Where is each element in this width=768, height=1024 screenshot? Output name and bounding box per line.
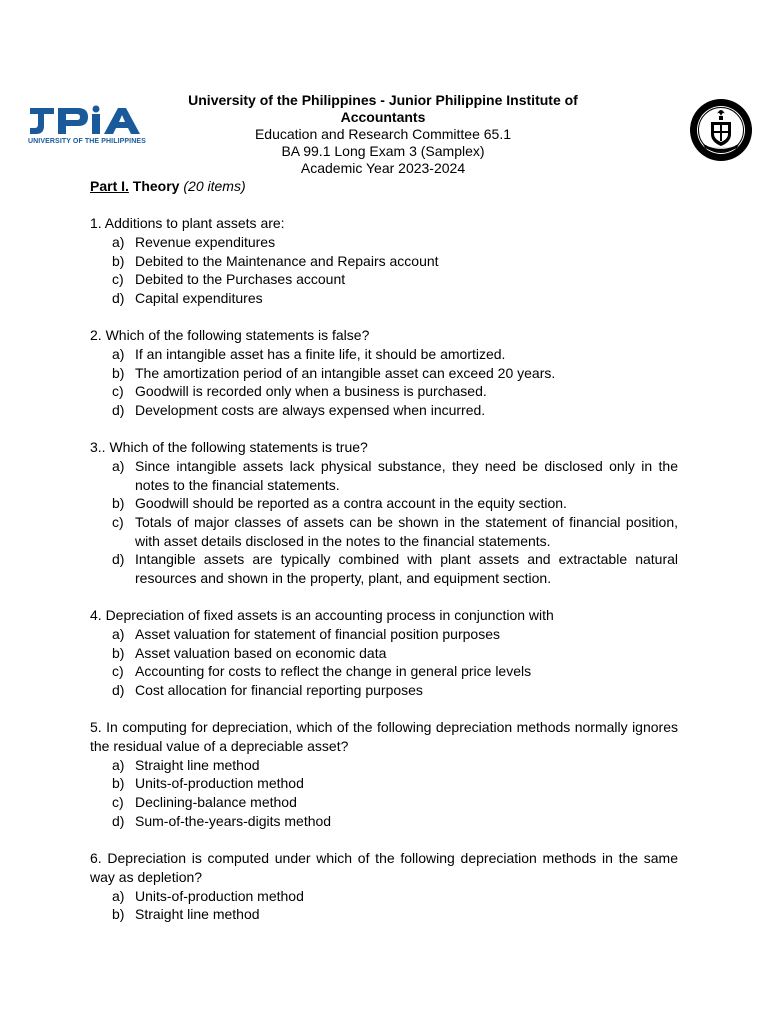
option-d: [90, 289, 678, 308]
option-d: [90, 812, 678, 831]
question-text: 5. In computing for depreciation, which of the following depreciation methods normally ignores the residual value of a depreciable asset?: [90, 719, 678, 755]
option-letter: d): [112, 812, 125, 829]
option-text: Revenue expenditures: [135, 233, 276, 250]
option-text: Debited to the Purchases account: [135, 271, 346, 288]
question-5: [90, 718, 678, 830]
option-text: The amortization period of an intangible asset can exceed 20 years.: [135, 364, 556, 381]
seal-emblem-icon: [689, 98, 753, 162]
option-text: Asset valuation based on economic data: [135, 644, 387, 661]
question-text: 2. Which of the following statements is false?: [90, 327, 370, 344]
option-text: Cost allocation for financial reporting purposes: [135, 682, 423, 699]
option-a: [90, 887, 678, 906]
option-letter: b): [112, 906, 125, 923]
option-letter: d): [112, 402, 125, 419]
exam-title: BA 99.1 Long Exam 3 (Samplex): [281, 143, 485, 159]
option-text: Accounting for costs to reflect the change in general price levels: [135, 663, 532, 680]
option-letter: b): [112, 495, 125, 512]
committee-line: Education and Research Committee 65.1: [254, 126, 512, 142]
option-text: Sum-of-the-years-digits method: [135, 812, 332, 829]
option-letter: a): [112, 887, 125, 904]
option-a: [90, 457, 678, 494]
option-letter: d): [112, 682, 125, 699]
option-letter: c): [112, 663, 124, 680]
logo-caption: UNIVERSITY OF THE PHILIPPINES: [28, 138, 146, 145]
option-b: [90, 252, 678, 271]
option-letter: b): [112, 364, 125, 381]
option-text: If an intangible asset has a finite life, it should be amortized.: [135, 345, 506, 362]
up-jpia-logo: [28, 104, 150, 150]
option-letter: a): [112, 756, 125, 773]
option-text: Straight line method: [135, 906, 260, 923]
option-text: Asset valuation for statement of financial position purposes: [135, 626, 500, 643]
question-1: [90, 214, 678, 308]
jpia-wordmark-icon: [28, 104, 150, 138]
option-letter: c): [112, 383, 124, 400]
option-d: [90, 681, 678, 700]
document-header: [150, 92, 616, 177]
option-b: [90, 494, 678, 513]
question-2: [90, 326, 678, 420]
option-list: [90, 457, 678, 588]
option-letter: a): [112, 233, 125, 250]
option-letter: d): [112, 551, 125, 568]
question-text: 3.. Which of the following statements is true?: [90, 439, 368, 456]
option-text: Units-of-production method: [135, 775, 304, 792]
option-letter: c): [112, 514, 124, 531]
option-letter: d): [112, 290, 125, 307]
option-letter: a): [112, 626, 125, 643]
exam-content: [90, 177, 678, 924]
option-text: Totals of major classes of assets can be shown in the statement of financial position, with asset details disclosed in the notes to the financial statements.: [135, 514, 678, 549]
option-c: [90, 793, 678, 812]
option-text: Capital expenditures: [135, 290, 263, 307]
option-text: Intangible assets are typically combined with plant assets and extractable natural resources and shown in the property, plant, and equipment section.: [135, 551, 678, 587]
option-a: [90, 233, 678, 252]
option-b: [90, 774, 678, 793]
option-text: Straight line method: [135, 756, 260, 773]
option-text: Goodwill is recorded only when a business is purchased.: [135, 383, 487, 400]
option-a: [90, 625, 678, 644]
option-text: Debited to the Maintenance and Repairs account: [135, 252, 439, 269]
option-letter: c): [112, 271, 124, 288]
question-text: 6. Depreciation is computed under which of the following depreciation methods in the same way as depletion?: [90, 850, 678, 885]
option-c: [90, 270, 678, 289]
question-text: 4. Depreciation of fixed assets is an accounting process in conjunction with: [90, 607, 554, 624]
option-list: [90, 625, 678, 700]
option-letter: a): [112, 345, 125, 362]
question-3: [90, 438, 678, 588]
option-a: [90, 345, 678, 364]
option-c: [90, 513, 678, 550]
academic-year: Academic Year 2023-2024: [300, 160, 466, 176]
option-d: [90, 550, 678, 587]
option-text: Declining-balance method: [135, 794, 297, 811]
question-text: 1. Additions to plant assets are:: [90, 215, 285, 232]
option-b: [90, 364, 678, 383]
option-c: [90, 662, 678, 681]
option-letter: a): [112, 457, 125, 474]
question-6: [90, 849, 678, 924]
option-list: [90, 887, 678, 924]
option-list: [90, 756, 678, 831]
option-list: [90, 233, 678, 308]
option-text: Goodwill should be reported as a contra account in the equity section.: [135, 495, 567, 512]
option-list: [90, 345, 678, 420]
question-4: [90, 606, 678, 700]
option-text: Units-of-production method: [135, 887, 304, 904]
part-item-count: (20 items): [183, 178, 246, 194]
option-letter: b): [112, 644, 125, 661]
part-label: Part I.: [90, 178, 129, 194]
option-text: Since intangible assets lack physical substance, they need be disclosed only in the notes to the financial statements.: [135, 457, 678, 493]
option-letter: b): [112, 775, 125, 792]
institution-title: University of the Philippines - Junior Philippine Institute of Accountants: [188, 92, 578, 125]
option-c: [90, 382, 678, 401]
option-letter: b): [112, 252, 125, 269]
part-title: Theory: [132, 178, 180, 194]
part-heading: [90, 177, 678, 196]
option-b: [90, 644, 678, 663]
option-b: [90, 905, 678, 924]
option-a: [90, 756, 678, 775]
option-d: [90, 401, 678, 420]
option-text: Development costs are always expensed when incurred.: [135, 402, 486, 419]
option-letter: c): [112, 794, 124, 811]
